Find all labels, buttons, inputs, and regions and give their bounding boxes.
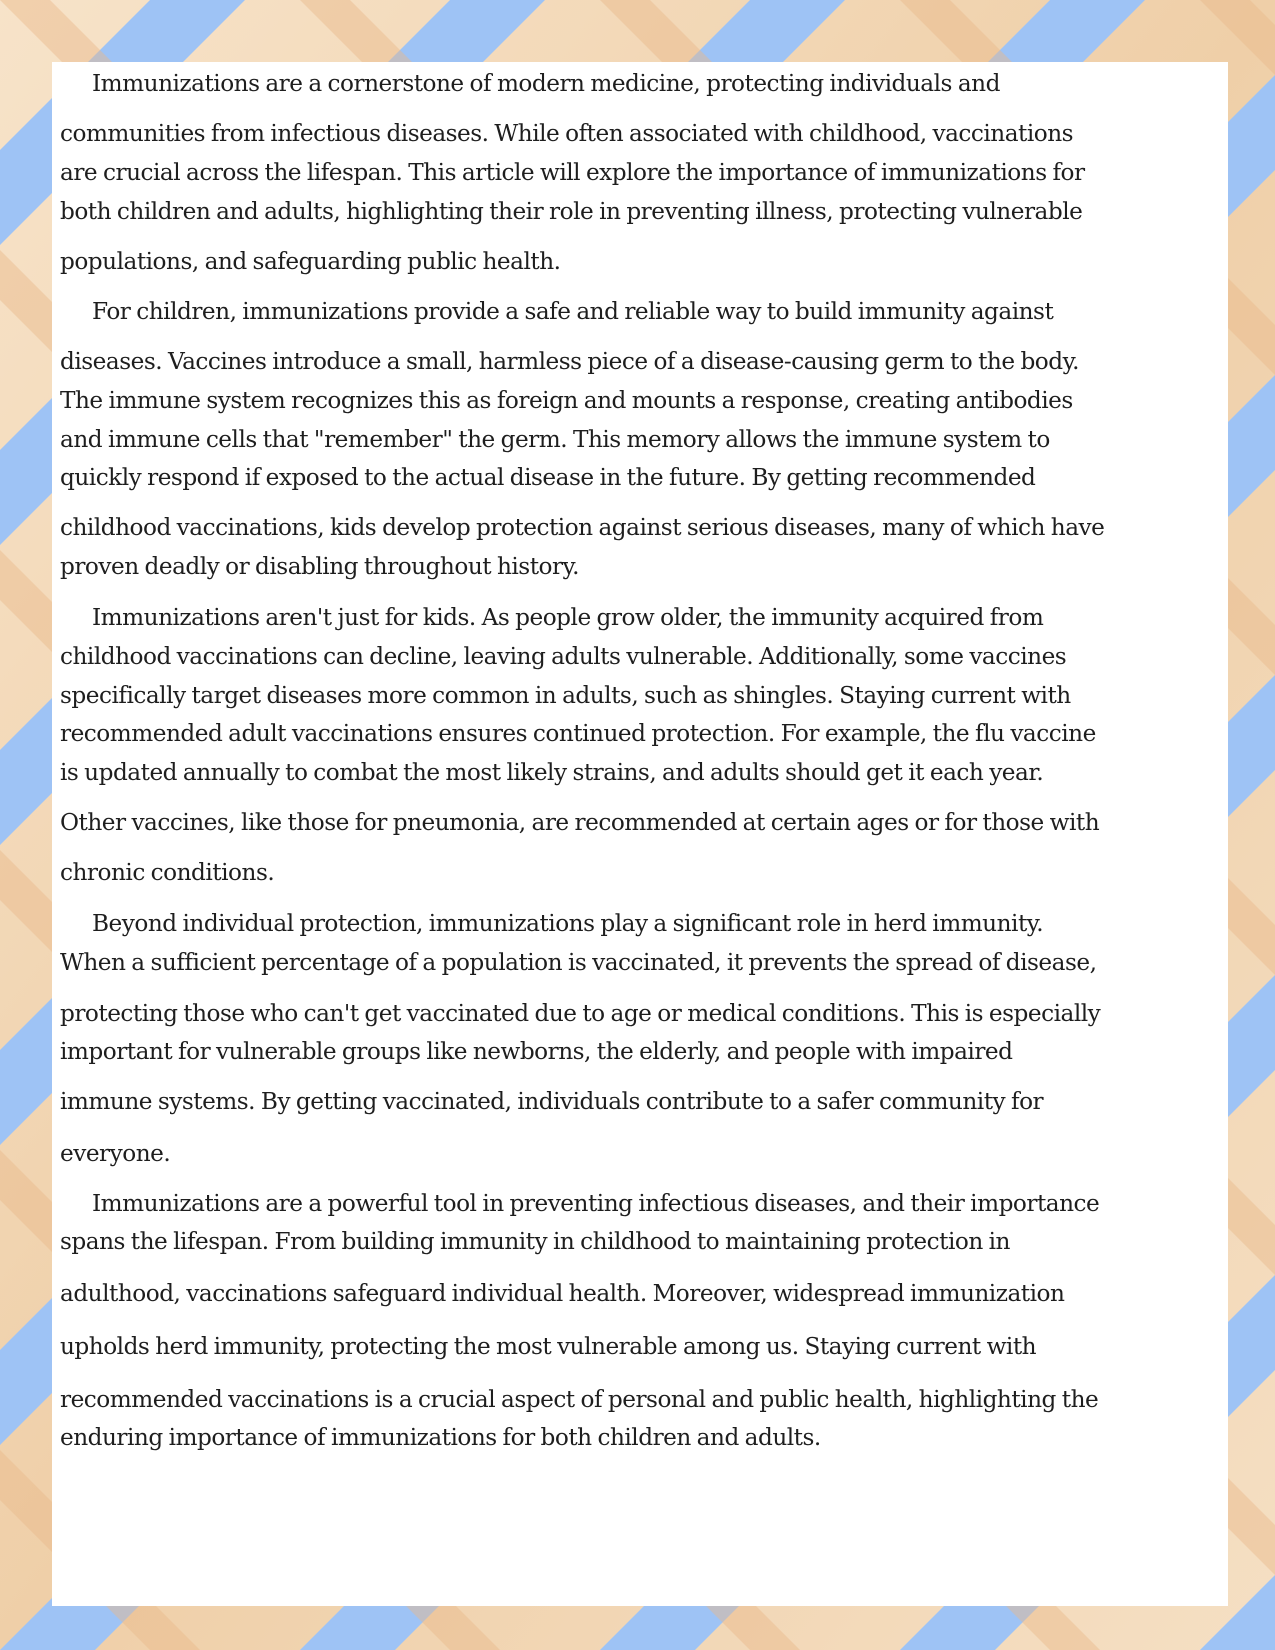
text-line: Immunizations aren't just for kids. As people grow older, the immunity acquired from <box>92 604 1044 631</box>
text-line: specifically target diseases more common in adults, such as shingles. Staying current with <box>60 682 1071 709</box>
text-line: adulthood, vaccinations safeguard individual health. Moreover, widespread immunization <box>60 1280 1065 1307</box>
text-line: everyone. <box>60 1140 171 1167</box>
text-line: recommended adult vaccinations ensures continued protection. For example, the flu vaccine <box>60 720 1096 747</box>
text-line: communities from infectious diseases. While often associated with childhood, vaccinations <box>60 120 1074 147</box>
text-line: quickly respond if exposed to the actual disease in the future. By getting recommended <box>60 464 1036 491</box>
text-line: important for vulnerable groups like newborns, the elderly, and people with impaired <box>60 1038 1013 1065</box>
text-line: diseases. Vaccines introduce a small, harmless piece of a disease-causing germ to the body. <box>60 348 1079 375</box>
text-line: is updated annually to combat the most likely strains, and adults should get it each year. <box>60 759 1044 786</box>
text-line: are crucial across the lifespan. This article will explore the importance of immunizations for <box>60 159 1085 186</box>
text-line: populations, and safeguarding public health. <box>60 248 561 275</box>
text-line: protecting those who can't get vaccinated due to age or medical conditions. This is especially <box>60 1000 1101 1027</box>
text-line: both children and adults, highlighting their role in preventing illness, protecting vulnerable <box>60 198 1083 225</box>
text-line: chronic conditions. <box>60 859 275 886</box>
text-line: immune systems. By getting vaccinated, individuals contribute to a safer community for <box>60 1088 1044 1115</box>
text-line: proven deadly or disabling throughout history. <box>60 553 579 580</box>
text-line: spans the lifespan. From building immunity in childhood to maintaining protection in <box>60 1228 1010 1255</box>
text-line: Immunizations are a cornerstone of modern medicine, protecting individuals and <box>92 70 1000 97</box>
text-line: Other vaccines, like those for pneumonia, are recommended at certain ages or for those with <box>60 809 1100 836</box>
content-panel <box>52 62 1228 1606</box>
text-line: Beyond individual protection, immunizations play a significant role in herd immunity. <box>92 910 1044 937</box>
text-line: Immunizations are a powerful tool in preventing infectious diseases, and their importance <box>92 1190 1100 1217</box>
text-line: When a sufficient percentage of a population is vaccinated, it prevents the spread of disease, <box>60 949 1097 976</box>
text-line: enduring importance of immunizations for both children and adults. <box>60 1424 821 1451</box>
text-line: and immune cells that "remember" the germ. This memory allows the immune system to <box>60 426 1050 453</box>
text-line: For children, immunizations provide a safe and reliable way to build immunity against <box>92 298 1054 325</box>
text-line: childhood vaccinations can decline, leaving adults vulnerable. Additionally, some vaccines <box>60 643 1067 670</box>
text-line: upholds herd immunity, protecting the most vulnerable among us. Staying current with <box>60 1333 1037 1360</box>
text-line: The immune system recognizes this as foreign and mounts a response, creating antibodies <box>60 387 1073 414</box>
text-line: childhood vaccinations, kids develop protection against serious diseases, many of which have <box>60 514 1105 541</box>
text-line: recommended vaccinations is a crucial aspect of personal and public health, highlighting the <box>60 1386 1099 1413</box>
